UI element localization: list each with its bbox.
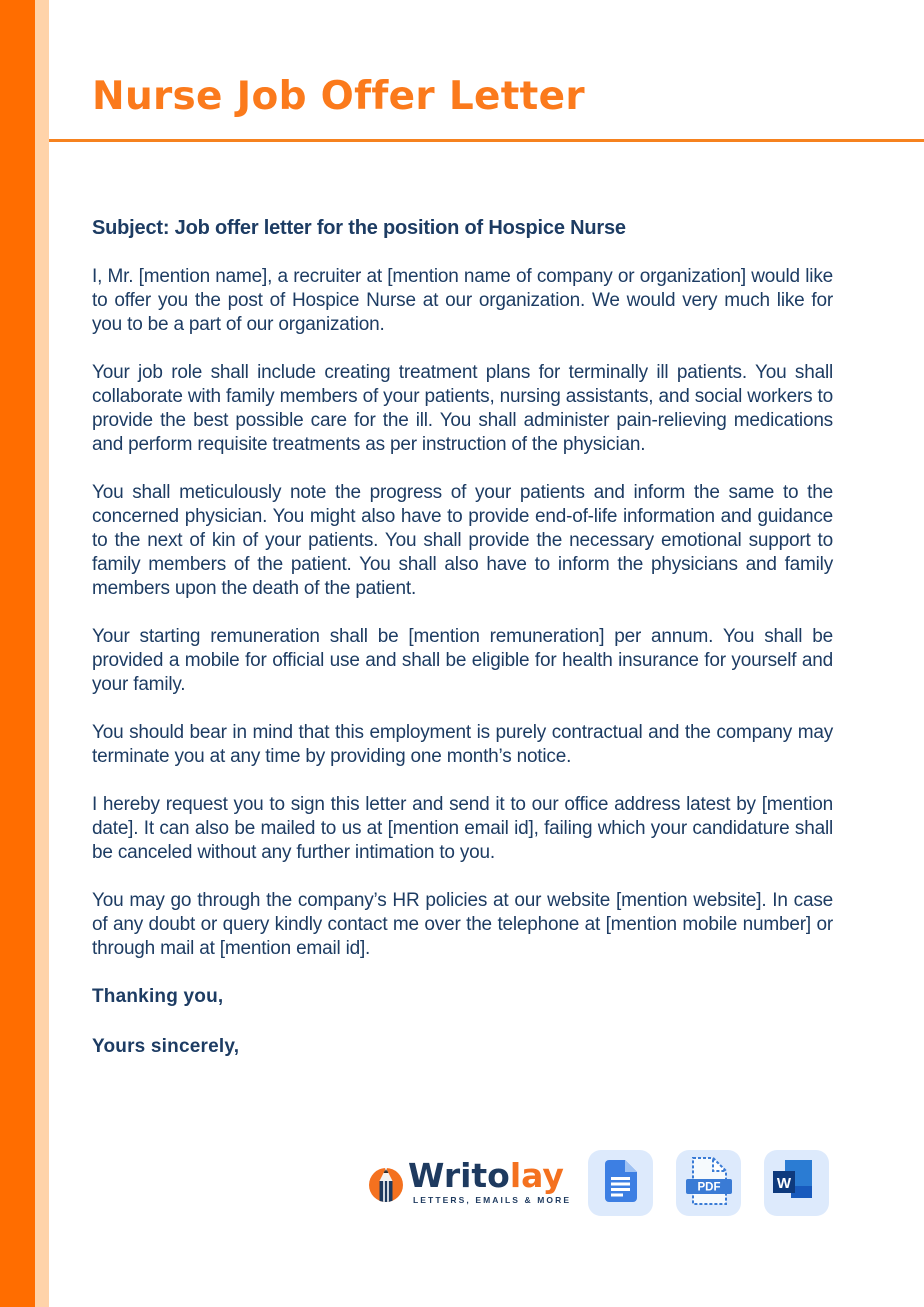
page-title: Nurse Job Offer Letter: [92, 74, 585, 119]
closing-sincerely: Yours sincerely,: [92, 1036, 240, 1057]
brand-text: [408, 1158, 571, 1205]
pencil-logo-icon: [366, 1158, 406, 1206]
letter-body: [92, 216, 833, 1085]
pdf-icon-label: PDF: [697, 1181, 720, 1193]
ms-word-icon: [773, 1160, 821, 1207]
letter-paragraph: You may go through the company’s HR policies at our website [mention website]. In case of any doubt or query kindly contact me over the telephone at [mention mobile number] or through mail at [mention email id].: [92, 890, 833, 959]
left-accent-bar: [0, 0, 35, 1307]
letter-paragraph: I, Mr. [mention name], a recruiter at [mention name of company or organization] would like to offer you the post of Hospice Nurse at our organization. We would very much like for you to be a part of our organization.: [92, 266, 833, 335]
brand-name-primary: Writo: [408, 1156, 510, 1195]
pdf-download-button[interactable]: [676, 1150, 741, 1216]
title-divider: [49, 139, 924, 142]
google-docs-icon: [603, 1158, 639, 1209]
subject-line: Subject: Job offer letter for the position of Hospice Nurse: [92, 217, 626, 239]
letter-paragraph: I hereby request you to sign this letter and send it to our office address latest by [mention date]. It can also be mailed to us at [mention email id], failing which your candidature shall be canceled without any further intimation to you.: [92, 794, 833, 863]
left-accent-bar-light: [35, 0, 49, 1307]
letter-paragraph: You should bear in mind that this employment is purely contractual and the company may terminate you at any time by providing one month’s notice.: [92, 722, 833, 767]
google-docs-download-button[interactable]: [588, 1150, 653, 1216]
letter-paragraph: Your job role shall include creating treatment plans for terminally ill patients. You shall collaborate with family members of your patients, nursing assistants, and social workers to provide the best possible care for the ill. You shall administer pain-relieving medications and perform requisite treatments as per instruction of the physician.: [92, 362, 833, 455]
word-icon-label: W: [776, 1174, 791, 1192]
pdf-file-icon: [685, 1156, 733, 1211]
letter-paragraph: You shall meticulously note the progress of your patients and inform the same to the concerned physician. You might also have to provide end-of-life information and guidance to the next of kin of your patients. You shall provide the necessary emotional support to family members of the patient. You shall also have to inform the physicians and family members upon the death of the patient.: [92, 482, 833, 599]
letter-paragraph: Your starting remuneration shall be [mention remuneration] per annum. You shall be provided a mobile for official use and shall be eligible for health insurance for yourself and your family.: [92, 626, 833, 695]
word-download-button[interactable]: [764, 1150, 829, 1216]
brand-name-secondary: lay: [509, 1156, 564, 1195]
brand-wordmark: [408, 1158, 571, 1194]
closing-thanks: Thanking you,: [92, 986, 224, 1007]
download-options: [588, 1150, 829, 1216]
writolay-logo[interactable]: [366, 1158, 571, 1206]
brand-tagline: LETTERS, EMAILS & MORE: [413, 1195, 572, 1205]
